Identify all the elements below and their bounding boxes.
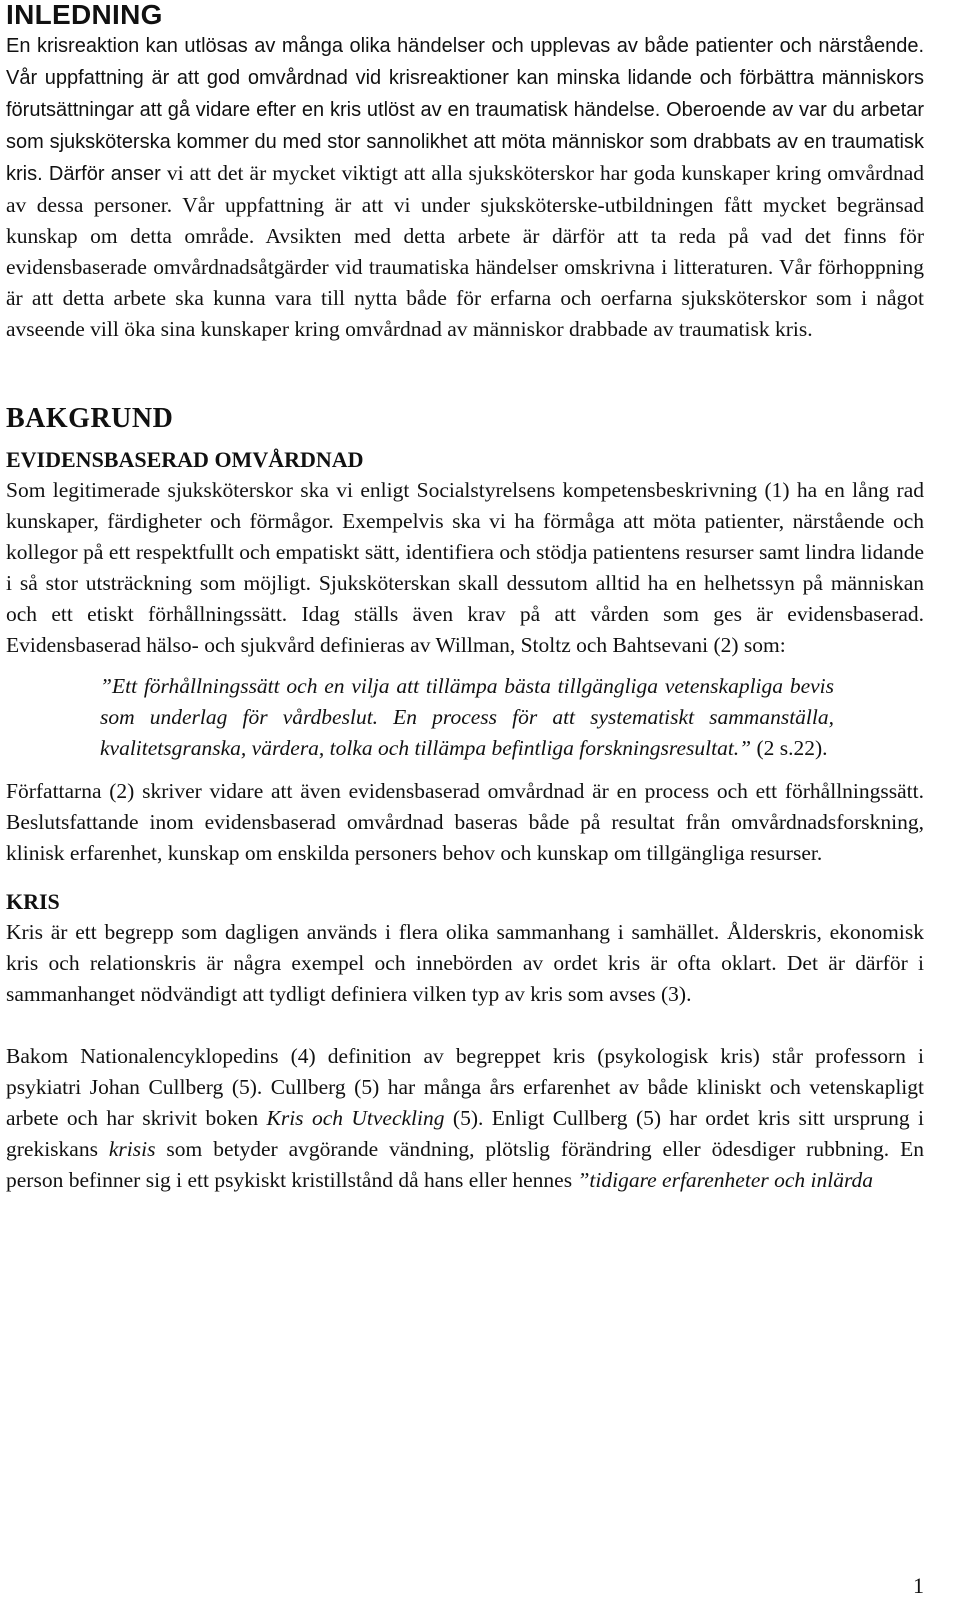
paragraph-kris-2 xyxy=(6,1041,924,1196)
paragraph-kris-2-part-b: (5). Enligt Cullberg (5) har ordet kris sitt ursprung i grekiskans xyxy=(6,1106,924,1161)
paragraph-inledning-sans-part: En krisreaktion kan utlösas av många olika händelser och upplevas av både patienter och närstående. Vår uppfattning är att god omvårdnad vid krisreaktioner kan minska lidande och förbättra människors förutsättningar att gå vidare efter en kris utlöst av en traumatisk händelse. Oberoende av var du arbetar som sjuksköterska kommer du med stor sannolikhet att möta människor som drabbats av en traumatisk kris. Därför anser xyxy=(6,35,924,185)
subheading-kris: KRIS xyxy=(6,889,60,914)
quote-text: ”Ett förhållningssätt och en vilja att tillämpa bästa tillgängliga vetenskapliga bevis som underlag för vårdbeslut. En process för att systematiskt sammanställa, kvalitetsgranska, värdera, tolka och tillämpa befintliga forskningsresultat.” xyxy=(100,674,834,760)
document-page xyxy=(6,0,924,1196)
paragraph-inledning-serif-part: vi att det är mycket viktigt att alla sjuksköterskor har goda kunskaper kring omvårdnad av dessa personer. Vår uppfattning är att vi under sjuksköterske-utbildningen fått mycket begränsad kunskap om detta område. Avsikten med detta arbete är därför att ta reda på vad det finns för evidensbaserade omvårdnadsåtgärder vid traumatiska händelser omskrivna i litteraturen. Vår förhoppning är att detta arbete ska kunna vara till nytta både för erfarna och oerfarna sjuksköterskor som i något avseende vill öka sina kunskaper kring omvårdnad av människor drabbade av traumatisk kris. xyxy=(6,161,925,341)
spacer xyxy=(6,661,924,671)
spacer xyxy=(6,435,924,445)
paragraph-evidensbaserad-1: Som legitimerade sjuksköterskor ska vi enligt Socialstyrelsens kompetensbeskrivning (1) ha en lång rad kunskaper, färdigheter och förmågor. Exempelvis ska vi ha förmåga att möta patienter, närstående och kollegor på ett respektfullt och empatiskt sätt, identifiera och stödja patientens resurser samt lindra lidande i så stor utsträckning som möjligt. Sjuksköterskan skall dessutom alltid ha en helhetssyn på människan och ett etiskt förhållningssätt. Idag ställs även krav på att vården som ges är evidensbaserad. Evidensbaserad hälso- och sjukvård definieras av Willman, Stoltz och Bahtsevani (2) som: xyxy=(6,478,924,657)
paragraph-kris-2-part-c: som betyder avgörande vändning, plötslig förändring eller ödesdiger rubbning. En person befinner sig i ett psykiskt kristillstånd då hans eller hennes xyxy=(6,1137,924,1192)
heading-bakgrund: BAKGRUND xyxy=(6,403,174,434)
book-title: Kris och Utveckling xyxy=(266,1106,445,1130)
subheading-evidensbaserad-omvardnad: EVIDENSBASERAD OMVÅRDNAD xyxy=(6,447,364,472)
block-quote xyxy=(100,671,834,764)
quote-reference: (2 s.22). xyxy=(751,736,828,760)
greek-word: krisis xyxy=(108,1137,156,1161)
paragraph-inledning xyxy=(6,30,924,345)
spacer xyxy=(6,869,924,887)
quote-start: ”tidigare erfarenheter och inlärda xyxy=(577,1168,874,1192)
heading-inledning: INLEDNING xyxy=(6,0,163,30)
paragraph-evidensbaserad-2: Författarna (2) skriver vidare att även evidensbaserad omvårdnad är en process och ett förhållningssätt. Beslutsfattande inom evidensbaserad omvårdnad baseras både på resultat från omvårdnadsforskning, klinisk erfarenhet, kunskap om enskilda personers behov och kunskap om tillgängliga resurser. xyxy=(6,779,924,865)
spacer xyxy=(6,345,924,403)
paragraph-kris-1: Kris är ett begrepp som dagligen används i flera olika sammanhang i samhället. Ålderskris, ekonomisk kris och relationskris är några exempel och innebörden av ordet kris är ofta oklart. Det är därför i sammanhanget nödvändigt att tydligt definiera vilken typ av kris som avses (3). xyxy=(6,920,924,1006)
spacer xyxy=(6,764,924,776)
paragraph-kris-2-part-a: Bakom Nationalencyklopedins (4) definition av begreppet kris (psykologisk kris) står professorn i psykiatri Johan Cullberg (5). Cullberg (5) har många års erfarenhet av både kliniskt och vetenskapligt arbete och har skrivit boken xyxy=(6,1044,924,1130)
page-number: 1 xyxy=(913,1573,924,1598)
spacer xyxy=(6,1010,924,1041)
